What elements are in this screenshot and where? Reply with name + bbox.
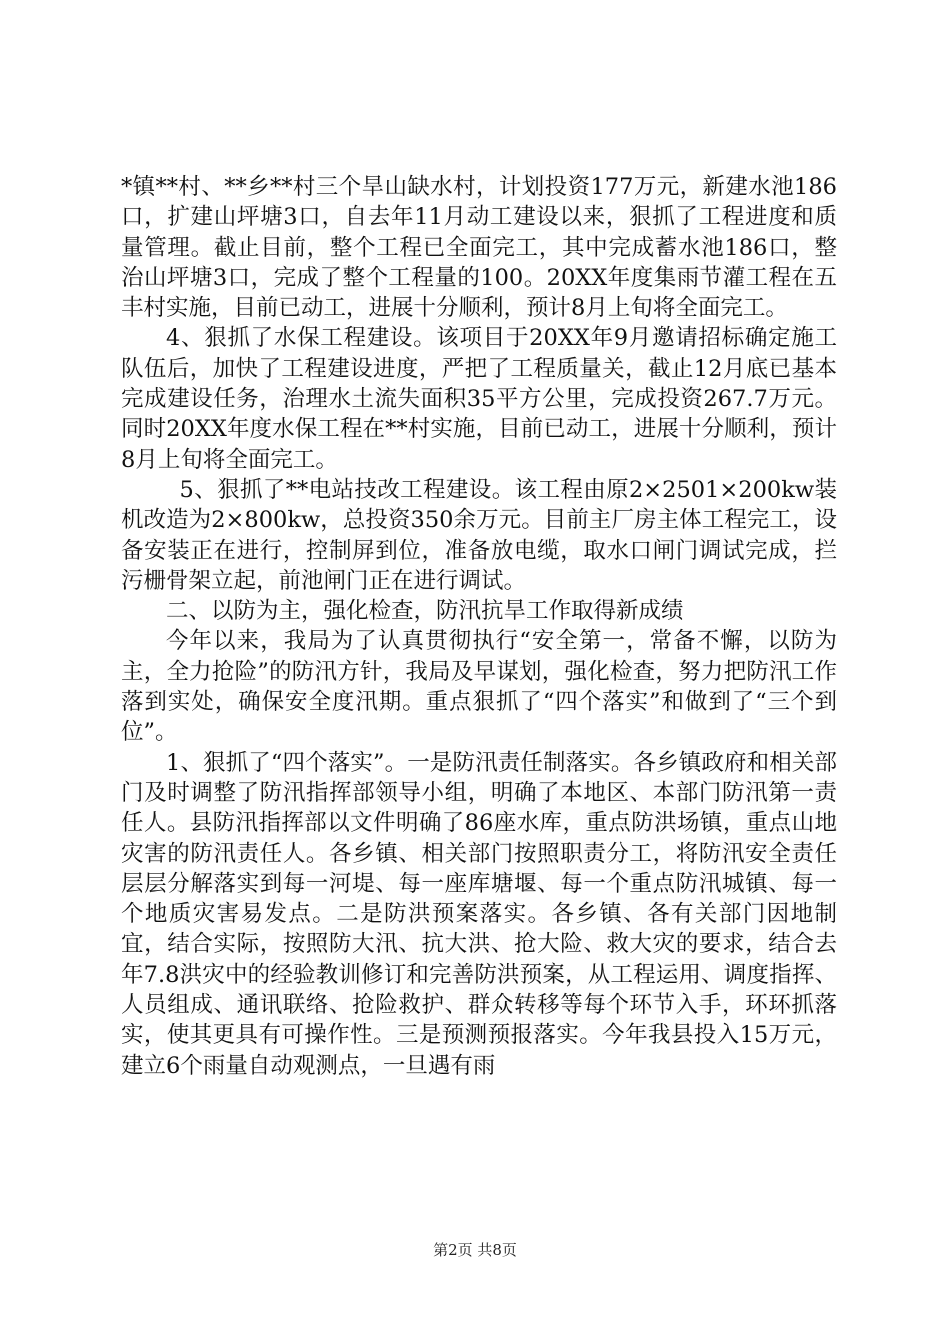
section-heading-flood-control: 二、以防为主，强化检查，防汛抗旱工作取得新成绩 <box>166 598 684 625</box>
paragraph-soil-conservation: 4、狠抓了水保工程建设。该项目于20XX年9月邀请招标确定施工队伍后，加快了工程建设进度，严把了工程质量关，截止12月底已基本完成建设任务，治理水土流失面积35平方公里，完成投资267.7万元。同时20XX年度水保工程在**村实施，目前已动工，进展十分顺利，预计8月上旬将全面完工。 <box>121 325 837 473</box>
paragraph-four-implementations: 1、狠抓了“四个落实”。一是防汛责任制落实。各乡镇政府和相关部门及时调整了防汛指挥部领导小组，明确了本地区、本部门防汛第一责任人。县防汛指挥部以文件明确了86座水库，重点防洪场镇，重点山地灾害的防汛责任人。各乡镇、相关部门按照职责分工，将防汛安全责任层层分解落实到每一河堤、每一座库塘堰、每一个重点防汛城镇、每一个地质灾害易发点。二是防洪预案落实。各乡镇、各有关部门因地制宜，结合实际，按照防大汛、抗大洪、抢大险、救大灾的要求，结合去年7.8洪灾中的经验教训修订和完善防洪预案，从工程运用、调度指挥、人员组成、通讯联络、抢险救护、群众转移等每个环节入手，环环抓落实，使其更具有可操作性。三是预测预报落实。今年我县投入15万元，建立6个雨量自动观测点，一旦遇有雨 <box>121 749 837 1079</box>
paragraph-rainwater-project: *镇**村、**乡**村三个旱山缺水村，计划投资177万元，新建水池186口，扩建山坪塘3口，自去年11月动工建设以来，狠抓了工程进度和质量管理。截止目前，整个工程已全面完工，其中完成蓄水池186口，整治山坪塘3口，完成了整个工程量的100。20XX年度集雨节灌工程在五丰村实施，目前已动工，进展十分顺利，预计8月上旬将全面完工。 <box>121 174 837 322</box>
page-number-footer: 第2页 共8页 <box>433 1241 517 1259</box>
paragraph-flood-policy: 今年以来，我局为了认真贯彻执行“安全第一，常备不懈，以防为主，全力抢险”的防汛方针，我局及早谋划，强化检查，努力把防汛工作落到实处，确保安全度汛期。重点狠抓了“四个落实”和做到了“三个到位”。 <box>121 628 837 746</box>
paragraph-power-station: 5、狠抓了**电站技改工程建设。该工程由原2×2501×200kw装机改造为2×800kw，总投资350余万元。目前主厂房主体工程完工，设备安装正在进行，控制屏到位，准备放电缆，取水口闸门调试完成，拦污栅骨架立起，前池闸门正在进行调试。 <box>121 476 837 594</box>
body-text <box>121 172 837 1081</box>
